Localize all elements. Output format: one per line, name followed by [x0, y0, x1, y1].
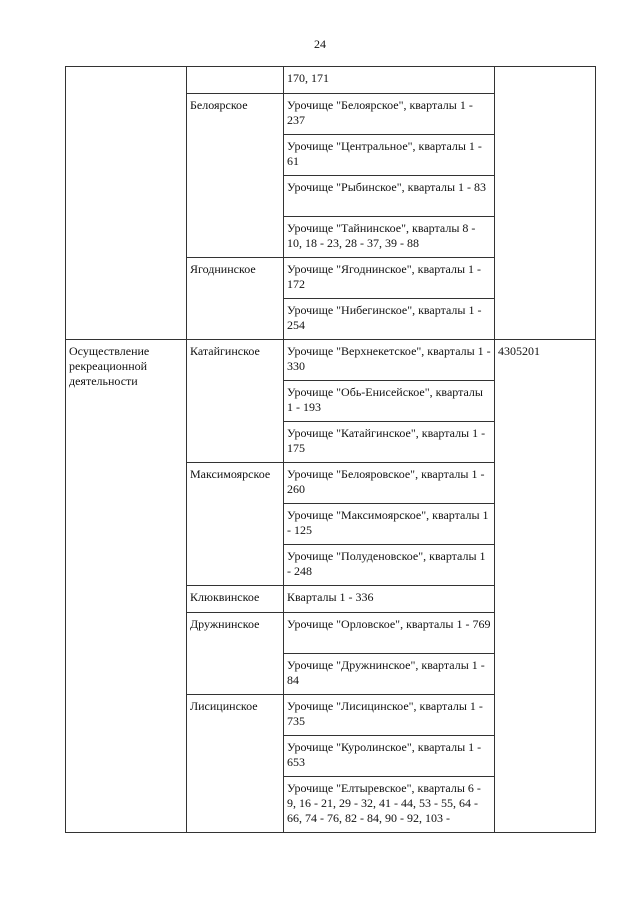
- area-cell: Кварталы 1 - 336: [284, 586, 495, 613]
- area-cell: Урочище "Лисицинское", кварталы 1 - 735: [284, 695, 495, 736]
- area-cell: Урочище "Нибегинское", кварталы 1 - 254: [284, 299, 495, 340]
- area-cell: Урочище "Центральное", кварталы 1 - 61: [284, 135, 495, 176]
- forestry-cell: Клюквинское: [187, 586, 284, 613]
- area-cell: Урочище "Орловское", кварталы 1 - 769: [284, 613, 495, 654]
- area-cell: Урочище "Рыбинское", кварталы 1 - 83: [284, 176, 495, 217]
- area-cell: Урочище "Максимоярское", кварталы 1 - 125: [284, 504, 495, 545]
- area-cell: Урочище "Полуденовское", кварталы 1 - 248: [284, 545, 495, 586]
- forestry-table: [65, 66, 596, 833]
- area-cell: Урочище "Белоярское", кварталы 1 - 237: [284, 94, 495, 135]
- purpose-cell: [66, 67, 187, 340]
- code-cell: 4305201: [495, 340, 596, 833]
- area-cell: 170, 171: [284, 67, 495, 94]
- page-number: 24: [314, 37, 326, 51]
- table-row: [66, 67, 596, 94]
- forestry-cell: Максимоярское: [187, 463, 284, 586]
- area-cell: Урочище "Елтыревское", кварталы 6 - 9, 16 - 21, 29 - 32, 41 - 44, 53 - 55, 64 - 66, 74 - 76, 82 - 84, 90 - 92, 103 -: [284, 777, 495, 833]
- purpose-cell: Осуществление рекреационной деятельности: [66, 340, 187, 833]
- area-cell: Урочище "Куролинское", кварталы 1 - 653: [284, 736, 495, 777]
- code-cell: [495, 67, 596, 340]
- forestry-cell: Ягоднинское: [187, 258, 284, 340]
- area-cell: Урочище "Дружнинское", кварталы 1 - 84: [284, 654, 495, 695]
- area-cell: Урочище "Ягоднинское", кварталы 1 - 172: [284, 258, 495, 299]
- table-row: [66, 340, 596, 381]
- forestry-cell: Дружнинское: [187, 613, 284, 695]
- area-cell: Урочище "Тайнинское", кварталы 8 - 10, 18 - 23, 28 - 37, 39 - 88: [284, 217, 495, 258]
- forestry-cell: Катайгинское: [187, 340, 284, 463]
- area-cell: Урочище "Белояровское", кварталы 1 - 260: [284, 463, 495, 504]
- forestry-cell: [187, 67, 284, 94]
- forestry-cell: Лисицинское: [187, 695, 284, 833]
- area-cell: Урочище "Катайгинское", кварталы 1 - 175: [284, 422, 495, 463]
- area-cell: Урочище "Обь-Енисейское", кварталы 1 - 193: [284, 381, 495, 422]
- forestry-cell: Белоярское: [187, 94, 284, 258]
- area-cell: Урочище "Верхнекетское", кварталы 1 - 330: [284, 340, 495, 381]
